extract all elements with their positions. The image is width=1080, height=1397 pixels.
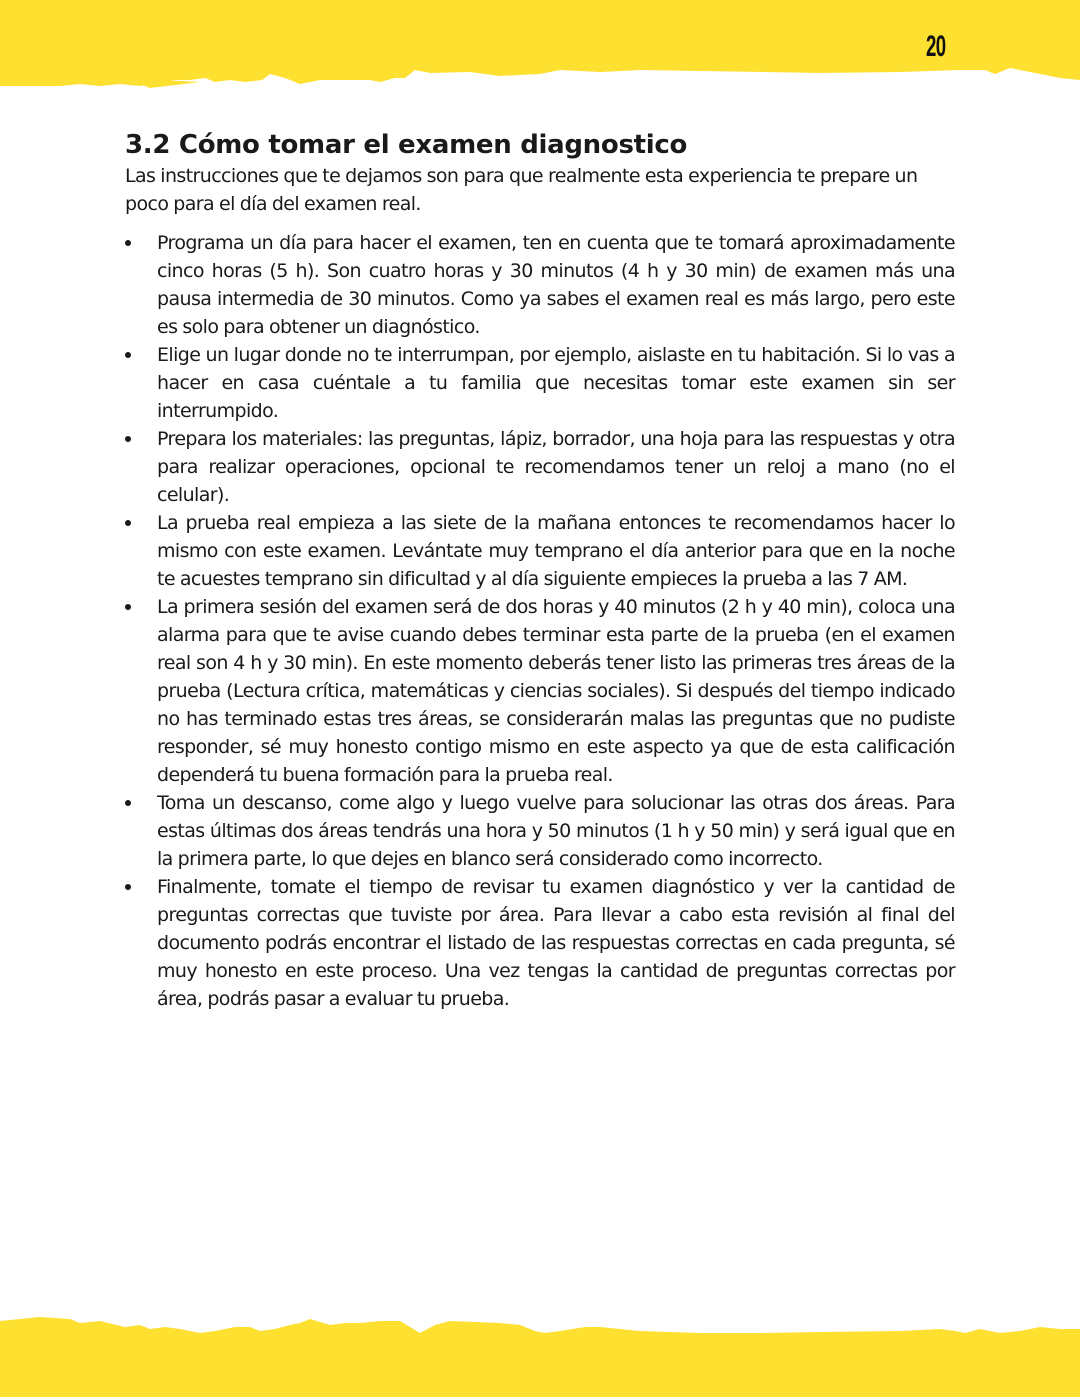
list-item-text: Elige un lugar donde no te interrumpan, por ejemplo, aislaste en tu habitación. Si lo vas a hacer en casa cuéntale a tu familia que necesitas tomar este examen sin ser interrumpido. xyxy=(157,344,955,422)
list-item-text: Prepara los materiales: las preguntas, lápiz, borrador, una hoja para las respuestas y otra para realizar operaciones, opcional te recomendamos tener un reloj a mano (no el celular). xyxy=(157,428,955,506)
list-item xyxy=(125,873,955,1013)
bullet-icon xyxy=(125,800,131,806)
list-item-text: La prueba real empieza a las siete de la mañana entonces te recomendamos hacer lo mismo con este examen. Levántate muy temprano el día anterior para que en la noche te acuestes temprano sin dificultad y al día siguiente empieces la prueba a las 7 AM. xyxy=(157,512,955,590)
bullet-icon xyxy=(125,884,131,890)
bullet-icon xyxy=(125,520,131,526)
list-item xyxy=(125,593,955,789)
list-item xyxy=(125,341,955,425)
bullet-icon xyxy=(125,436,131,442)
list-item xyxy=(125,789,955,873)
list-item-text: La primera sesión del examen será de dos horas y 40 minutos (2 h y 40 min), coloca una alarma para que te avise cuando debes terminar esta parte de la prueba (en el examen real son 4 h y 30 min). En este momento deberás tener listo las primeras tres áreas de la prueba (Lectura crítica, matemáticas y ciencias sociales). Si después del tiempo indicado no has terminado estas tres áreas, se considerarán malas las preguntas que no pudiste responder, sé muy honesto contigo mismo en este aspecto ya que de esta calificación dependerá tu buena formación para la prueba real. xyxy=(157,596,955,786)
top-decorative-band xyxy=(0,0,1080,100)
bullet-icon xyxy=(125,352,131,358)
list-item-text: Programa un día para hacer el examen, ten en cuenta que te tomará aproximadamente cinco horas (5 h). Son cuatro horas y 30 minutos (4 h y 30 min) de examen más una pausa intermedia de 30 minutos. Como ya sabes el examen real es más largo, pero este es solo para obtener un diagnóstico. xyxy=(157,232,955,338)
list-item-text: Finalmente, tomate el tiempo de revisar tu examen diagnóstico y ver la cantidad de preguntas correctas que tuviste por área. Para llevar a cabo esta revisión al final del documento podrás encontrar el listado de las respuestas correctas en cada pregunta, sé muy honesto en este proceso. Una vez tengas la cantidad de preguntas correctas por área, podrás pasar a evaluar tu prueba. xyxy=(157,876,955,1010)
section-title: 3.2 Cómo tomar el examen diagnostico xyxy=(125,130,688,160)
list-item xyxy=(125,425,955,509)
list-item xyxy=(125,229,955,341)
page-number: 20 xyxy=(926,30,946,63)
bottom-decorative-band xyxy=(0,1297,1080,1397)
list-item xyxy=(125,509,955,593)
main-content xyxy=(125,128,955,1013)
list-item-text: Toma un descanso, come algo y luego vuelve para solucionar las otras dos áreas. Para estas últimas dos áreas tendrás una hora y 50 minutos (1 h y 50 min) y será igual que en la primera parte, lo que dejes en blanco será considerado como incorrecto. xyxy=(157,792,955,870)
instruction-list xyxy=(125,229,955,1013)
bullet-icon xyxy=(125,604,131,610)
section-intro: Las instrucciones que te dejamos son para que realmente esta experiencia te prepare un poco para el día del examen real. xyxy=(125,165,918,215)
bullet-icon xyxy=(125,240,131,246)
